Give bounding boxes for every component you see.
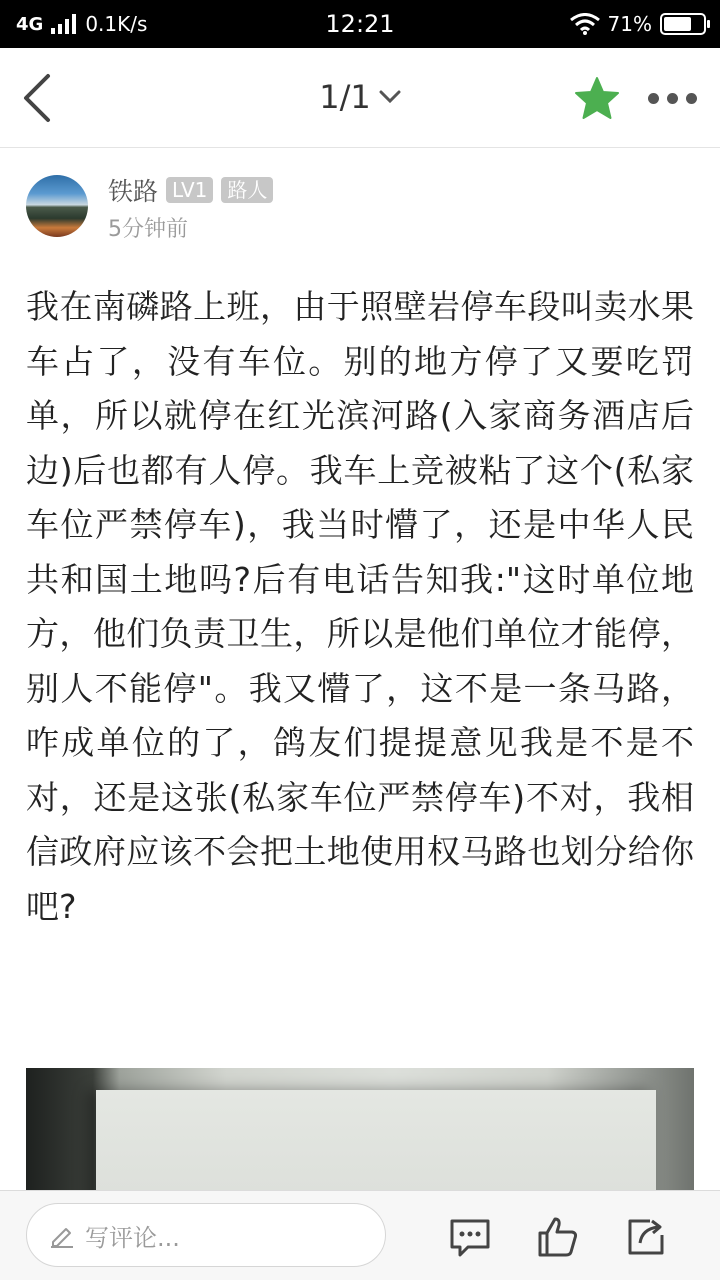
favorite-button[interactable] [574,76,620,120]
page-indicator-label: 1/1 [319,78,371,116]
post-time: 5分钟前 [108,217,188,242]
comment-placeholder: 写评论... [85,1223,180,1252]
status-right [570,12,706,36]
top-nav-bar [0,48,720,148]
author-info [108,172,273,208]
chevron-left-icon [18,70,58,126]
title-badge: 路人 [221,177,273,203]
star-icon [574,76,620,120]
more-dot [667,93,678,104]
back-button[interactable] [18,70,58,126]
comment-button[interactable] [448,1215,492,1259]
status-left [16,12,147,36]
battery-fill [664,17,691,31]
chevron-down-icon [379,89,401,105]
network-type: 4G [16,13,44,35]
signal-icon [51,14,77,34]
avatar[interactable] [26,175,88,237]
more-dot [686,93,697,104]
network-speed: 0.1K/s [85,12,148,36]
status-bar [0,0,720,48]
thumbs-up-icon [536,1215,580,1259]
more-button[interactable] [646,84,698,112]
author-name[interactable]: 铁路 [108,177,159,206]
battery-icon [660,13,706,35]
status-time: 12:21 [325,10,395,38]
comment-icon [448,1215,492,1259]
battery-percent: 71% [607,12,652,36]
page-selector[interactable] [319,78,401,116]
comment-input[interactable] [26,1203,386,1267]
share-icon [624,1215,668,1259]
level-badge: LV1 [166,177,213,203]
more-dot [648,93,659,104]
like-button[interactable] [536,1215,580,1259]
post-content: 我在南磷路上班，由于照壁岩停车段叫卖水果车占了，没有车位。别的地方停了又要吃罚单，所以就停在红光滨河路(入家商务酒店后边)后也都有人停。我车上竞被粘了这个(私家车位严禁停车)，我当时懵了，还是中华人民共和国土地吗?后有电话告知我:"这时单位地方，他们负责卫生，所以是他们单位才能停，别人不能停"。我又懵了，这不是一条马路，咋成单位的了，鸽友们提提意见我是不是不对，还是这张(私家车位严禁停车)不对，我相信政府应该不会把土地使用权马路也划分给你吧? [26,287,694,926]
share-button[interactable] [624,1215,668,1259]
bottom-action-bar [0,1190,720,1280]
post-author-row [26,170,706,240]
pencil-icon [49,1222,75,1248]
wifi-icon [570,13,600,35]
